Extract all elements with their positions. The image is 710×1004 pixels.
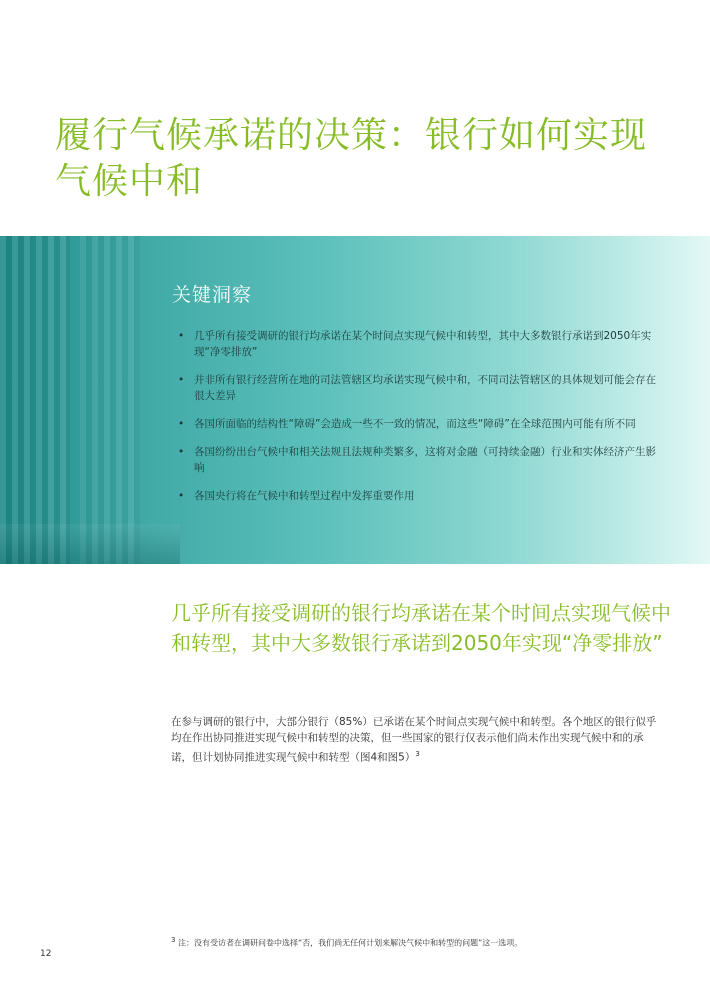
- list-item: • 各国纷纷出台气候中和相关法规且法规种类繁多，这将对金融（可持续金融）行业和实体经济产生影响: [178, 444, 658, 476]
- section-subheading: 几乎所有接受调研的银行均承诺在某个时间点实现气候中和转型，其中大多数银行承诺到2050年实现“净零排放”: [171, 601, 671, 655]
- key-insights-panel: [0, 236, 710, 564]
- body-text: 在参与调研的银行中，大部分银行（85%）已承诺在某个时间点实现气候中和转型。各个地区的银行似乎均在作出协同推进实现气候中和转型的决策，但一些国家的银行仅表示他们尚未作出实现气候中和的承诺，但计划协同推进实现气候中和转型（图4和图5）: [171, 716, 657, 764]
- footnote: [171, 934, 671, 950]
- page-title: 履行气候承诺的决策：银行如何实现气候中和: [55, 115, 648, 202]
- page-number: 12: [40, 949, 52, 959]
- key-insights-list: [178, 328, 658, 516]
- pillar-image: [80, 236, 140, 564]
- list-item: • 几乎所有接受调研的银行均承诺在某个时间点实现气候中和转型，其中大多数银行承诺到2050年实现“净零排放”: [178, 328, 658, 360]
- list-item: • 各国央行将在气候中和转型过程中发挥重要作用: [178, 488, 658, 504]
- footnote-reference: 3: [415, 750, 420, 758]
- body-paragraph: [171, 714, 661, 766]
- list-item: • 各国所面临的结构性“障碍”会造成一些不一致的情况，而这些“障碍”在全球范围内可能有所不同: [178, 416, 658, 432]
- key-insights-heading: 关键洞察: [172, 284, 253, 306]
- pillar-image: [0, 236, 70, 564]
- footnote-marker: 3: [171, 936, 176, 944]
- pillar-base-image: [0, 524, 180, 564]
- list-item: • 并非所有银行经营所在地的司法管辖区均承诺实现气候中和，不同司法管辖区的具体规划可能会存在很大差异: [178, 372, 658, 404]
- footnote-text: 注：没有受访者在调研问卷中选择“否，我们尚无任何计划来解决气候中和转型的问题”这一选项。: [178, 938, 523, 948]
